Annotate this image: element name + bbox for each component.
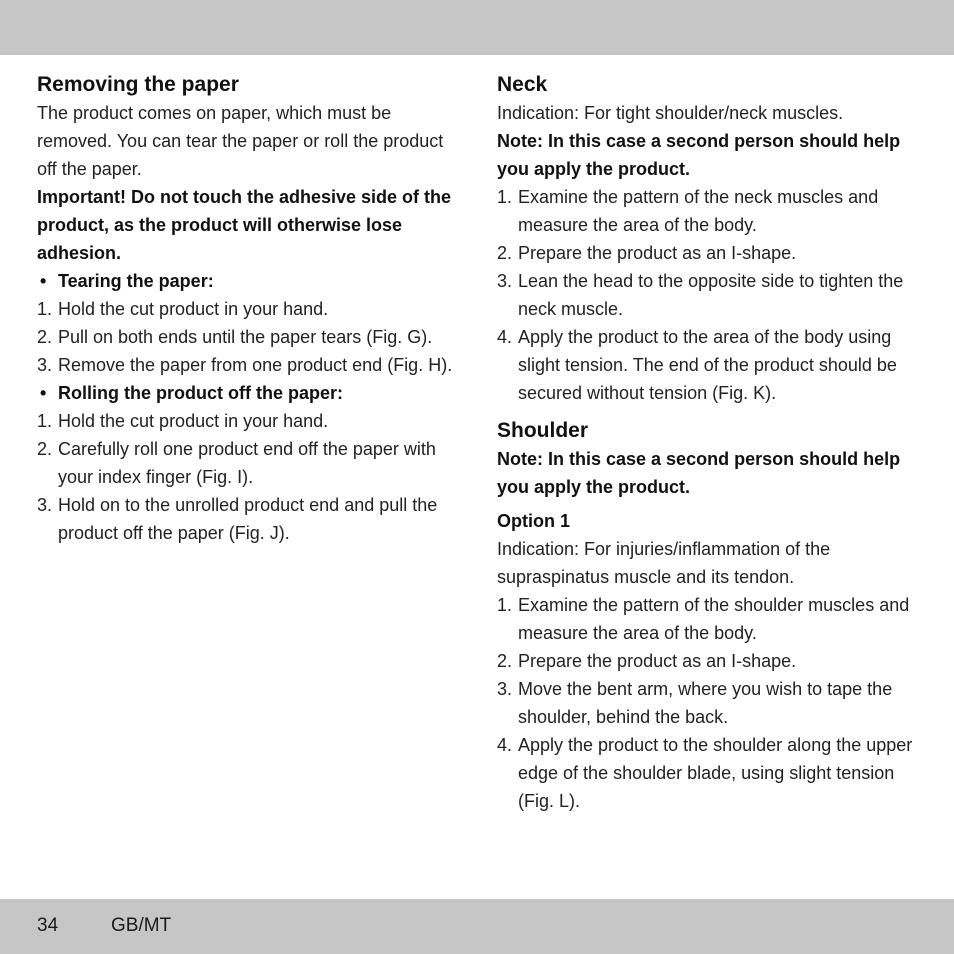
step-text: Apply the product to the shoulder along the upper edge of the shoulder blade, using slight tension (Fig. L). bbox=[518, 735, 913, 811]
left-column bbox=[37, 70, 467, 547]
step-text: Pull on both ends until the paper tears (Fig. G). bbox=[58, 327, 433, 347]
list-item bbox=[37, 435, 467, 491]
rolling-heading: Rolling the product off the paper: bbox=[58, 383, 343, 403]
list-item bbox=[37, 295, 467, 323]
step-text: Prepare the product as an I-shape. bbox=[518, 651, 797, 671]
step-number: 1. bbox=[497, 595, 513, 615]
list-item bbox=[37, 491, 467, 547]
list-item bbox=[497, 731, 927, 815]
important-warning: Important! Do not touch the adhesive side of the product, as the product will otherwise lose adhesion. bbox=[37, 187, 452, 263]
list-item bbox=[497, 183, 927, 239]
step-text: Hold the cut product in your hand. bbox=[58, 299, 329, 319]
list-item bbox=[497, 267, 927, 323]
shoulder-steps bbox=[497, 591, 927, 815]
step-number: 3. bbox=[497, 679, 513, 699]
removing-intro: The product comes on paper, which must be removed. You can tear the paper or roll the product off the paper. bbox=[37, 103, 444, 179]
step-text: Examine the pattern of the shoulder muscles and measure the area of the body. bbox=[518, 595, 910, 643]
section-title-shoulder: Shoulder bbox=[497, 419, 589, 442]
step-text: Prepare the product as an I-shape. bbox=[518, 243, 797, 263]
shoulder-note: Note: In this case a second person should help you apply the product. bbox=[497, 449, 901, 497]
rolling-steps bbox=[37, 407, 467, 547]
header-band bbox=[0, 0, 954, 55]
neck-indication: Indication: For tight shoulder/neck muscles. bbox=[497, 103, 844, 123]
list-item bbox=[37, 407, 467, 435]
step-text: Hold on to the unrolled product end and pull the product off the paper (Fig. J). bbox=[58, 495, 438, 543]
step-number: 4. bbox=[497, 735, 513, 755]
bullet-icon: • bbox=[40, 383, 47, 403]
list-item bbox=[497, 675, 927, 731]
page-number: 34 bbox=[37, 915, 59, 936]
step-number: 2. bbox=[497, 243, 513, 263]
shoulder-indication: Indication: For injuries/inflammation of the supraspinatus muscle and its tendon. bbox=[497, 539, 831, 587]
step-text: Examine the pattern of the neck muscles and measure the area of the body. bbox=[518, 187, 879, 235]
neck-note: Note: In this case a second person should help you apply the product. bbox=[497, 131, 901, 179]
step-number: 4. bbox=[497, 327, 513, 347]
step-number: 2. bbox=[37, 327, 53, 347]
step-text: Hold the cut product in your hand. bbox=[58, 411, 329, 431]
language-code: GB/MT bbox=[111, 915, 172, 936]
step-number: 3. bbox=[37, 355, 53, 375]
list-item bbox=[497, 591, 927, 647]
step-number: 1. bbox=[497, 187, 513, 207]
step-number: 1. bbox=[37, 299, 53, 319]
step-text: Move the bent arm, where you wish to tape the shoulder, behind the back. bbox=[518, 679, 893, 727]
step-text: Carefully roll one product end off the paper with your index finger (Fig. I). bbox=[58, 439, 436, 487]
tearing-steps bbox=[37, 295, 467, 379]
step-number: 3. bbox=[37, 495, 53, 515]
list-item bbox=[37, 323, 467, 351]
step-number: 3. bbox=[497, 271, 513, 291]
list-item bbox=[37, 351, 467, 379]
tearing-bullet-list bbox=[37, 267, 467, 295]
list-item bbox=[497, 239, 927, 267]
bullet-icon: • bbox=[40, 271, 47, 291]
list-item bbox=[497, 647, 927, 675]
step-number: 2. bbox=[37, 439, 53, 459]
step-number: 1. bbox=[37, 411, 53, 431]
step-text: Remove the paper from one product end (Fig. H). bbox=[58, 355, 453, 375]
list-item bbox=[497, 323, 927, 407]
section-title-neck: Neck bbox=[497, 73, 548, 96]
step-text: Apply the product to the area of the body using slight tension. The end of the product should be secured without tension (Fig. K). bbox=[518, 327, 897, 403]
tearing-heading: Tearing the paper: bbox=[58, 271, 214, 291]
section-title-removing-paper: Removing the paper bbox=[37, 73, 239, 96]
step-number: 2. bbox=[497, 651, 513, 671]
rolling-bullet-list bbox=[37, 379, 467, 407]
right-column bbox=[497, 70, 927, 815]
tearing-heading-item bbox=[37, 267, 467, 295]
neck-steps bbox=[497, 183, 927, 407]
step-text: Lean the head to the opposite side to tighten the neck muscle. bbox=[518, 271, 904, 319]
rolling-heading-item bbox=[37, 379, 467, 407]
option-title: Option 1 bbox=[497, 511, 570, 531]
